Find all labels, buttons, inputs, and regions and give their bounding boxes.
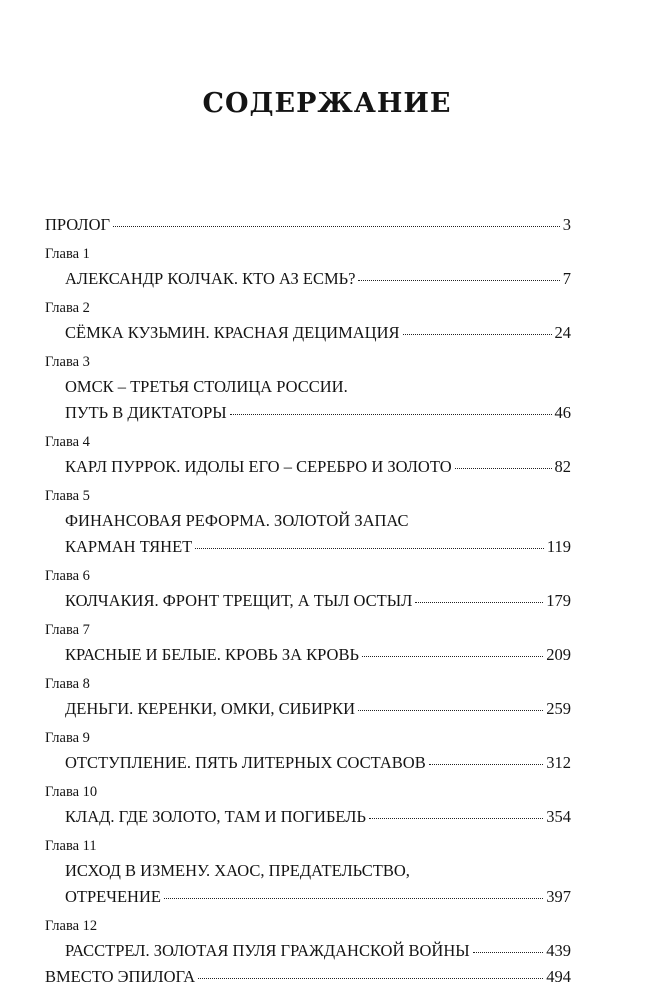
toc-chapter-3[interactable] [45, 351, 571, 427]
chapter-title: ОТСТУПЛЕНИЕ. ПЯТЬ ЛИТЕРНЫХ СОСТАВОВ [65, 753, 426, 772]
dot-leader [455, 468, 552, 469]
page-number: 494 [546, 967, 571, 986]
chapter-label: Глава 5 [45, 488, 90, 504]
toc-chapter-5[interactable] [45, 485, 571, 561]
chapter-label: Глава 4 [45, 434, 90, 450]
dot-leader [198, 978, 543, 979]
chapter-title: СЁМКА КУЗЬМИН. КРАСНАЯ ДЕЦИМАЦИЯ [65, 323, 400, 342]
chapter-title: КРАСНЫЕ И БЕЛЫЕ. КРОВЬ ЗА КРОВЬ [65, 645, 359, 664]
page-number: 3 [562, 215, 571, 234]
chapter-title: ОТРЕЧЕНИЕ [65, 887, 161, 906]
page-number: 119 [546, 537, 571, 556]
chapter-title: ОМСК – ТРЕТЬЯ СТОЛИЦА РОССИИ. [65, 377, 348, 396]
toc-chapter-8[interactable] [45, 673, 571, 723]
toc-chapter-4[interactable] [45, 431, 571, 481]
chapter-title: ФИНАНСОВАЯ РЕФОРМА. ЗОЛОТОЙ ЗАПАС [65, 511, 409, 530]
chapter-label: Глава 10 [45, 784, 98, 800]
chapter-title: КЛАД. ГДЕ ЗОЛОТО, ТАМ И ПОГИБЕЛЬ [65, 807, 366, 826]
toc-chapter-6[interactable] [45, 565, 571, 615]
toc-chapter-10[interactable] [45, 781, 571, 831]
toc-chapter-11[interactable] [45, 835, 571, 911]
page-number: 179 [546, 591, 571, 610]
dot-leader [369, 818, 543, 819]
entry-title: ПРОЛОГ [45, 215, 111, 234]
page-number: 439 [546, 941, 571, 960]
table-of-contents [45, 213, 571, 991]
chapter-title: КОЛЧАКИЯ. ФРОНТ ТРЕЩИТ, А ТЫЛ ОСТЫЛ [65, 591, 413, 610]
toc-chapter-9[interactable] [45, 727, 571, 777]
page-number: 24 [554, 323, 571, 342]
chapter-title: КАРЛ ПУРРОК. ИДОЛЫ ЕГО – СЕРЕБРО И ЗОЛОТО [65, 457, 452, 476]
page-title: СОДЕРЖАНИЕ [202, 88, 452, 119]
toc-chapter-7[interactable] [45, 619, 571, 669]
page-number: 259 [546, 699, 571, 718]
dot-leader [362, 656, 543, 657]
entry-title: ВМЕСТО ЭПИЛОГА [45, 967, 196, 986]
dot-leader [429, 764, 544, 765]
chapter-label: Глава 8 [45, 676, 90, 692]
page-number: 354 [546, 807, 571, 826]
chapter-label: Глава 6 [45, 568, 90, 584]
dot-leader [358, 710, 543, 711]
page-number: 7 [562, 269, 571, 288]
dot-leader [195, 548, 544, 549]
chapter-title: РАССТРЕЛ. ЗОЛОТАЯ ПУЛЯ ГРАЖДАНСКОЙ ВОЙНЫ [65, 941, 470, 960]
toc-chapter-12[interactable] [45, 915, 571, 965]
chapter-label: Глава 9 [45, 730, 90, 746]
toc-chapter-1[interactable] [45, 243, 571, 293]
chapter-list [45, 243, 571, 965]
chapter-label: Глава 1 [45, 246, 90, 262]
chapter-title: ИСХОД В ИЗМЕНУ. ХАОС, ПРЕДАТЕЛЬСТВО, [65, 861, 410, 880]
dot-leader [473, 952, 544, 953]
page-number: 82 [554, 457, 571, 476]
chapter-label: Глава 12 [45, 918, 98, 934]
page-number: 397 [546, 887, 571, 906]
chapter-title: ДЕНЬГИ. КЕРЕНКИ, ОМКИ, СИБИРКИ [65, 699, 356, 718]
page-number: 209 [546, 645, 571, 664]
chapter-title: ПУТЬ В ДИКТАТОРЫ [65, 403, 227, 422]
chapter-title: АЛЕКСАНДР КОЛЧАК. КТО АЗ ЕСМЬ? [65, 269, 356, 288]
page-number: 46 [554, 403, 571, 422]
chapter-label: Глава 11 [45, 838, 97, 854]
chapter-title: КАРМАН ТЯНЕТ [65, 537, 193, 556]
dot-leader [403, 334, 552, 335]
chapter-label: Глава 3 [45, 354, 90, 370]
dot-leader [113, 226, 560, 227]
chapter-label: Глава 2 [45, 300, 90, 316]
dot-leader [358, 280, 559, 281]
dot-leader [415, 602, 543, 603]
dot-leader [230, 414, 552, 415]
toc-chapter-2[interactable] [45, 297, 571, 347]
page-number: 312 [546, 753, 571, 772]
toc-entry-epilogue[interactable] [45, 965, 571, 991]
toc-entry-prologue[interactable] [45, 213, 571, 239]
dot-leader [164, 898, 543, 899]
chapter-label: Глава 7 [45, 622, 90, 638]
